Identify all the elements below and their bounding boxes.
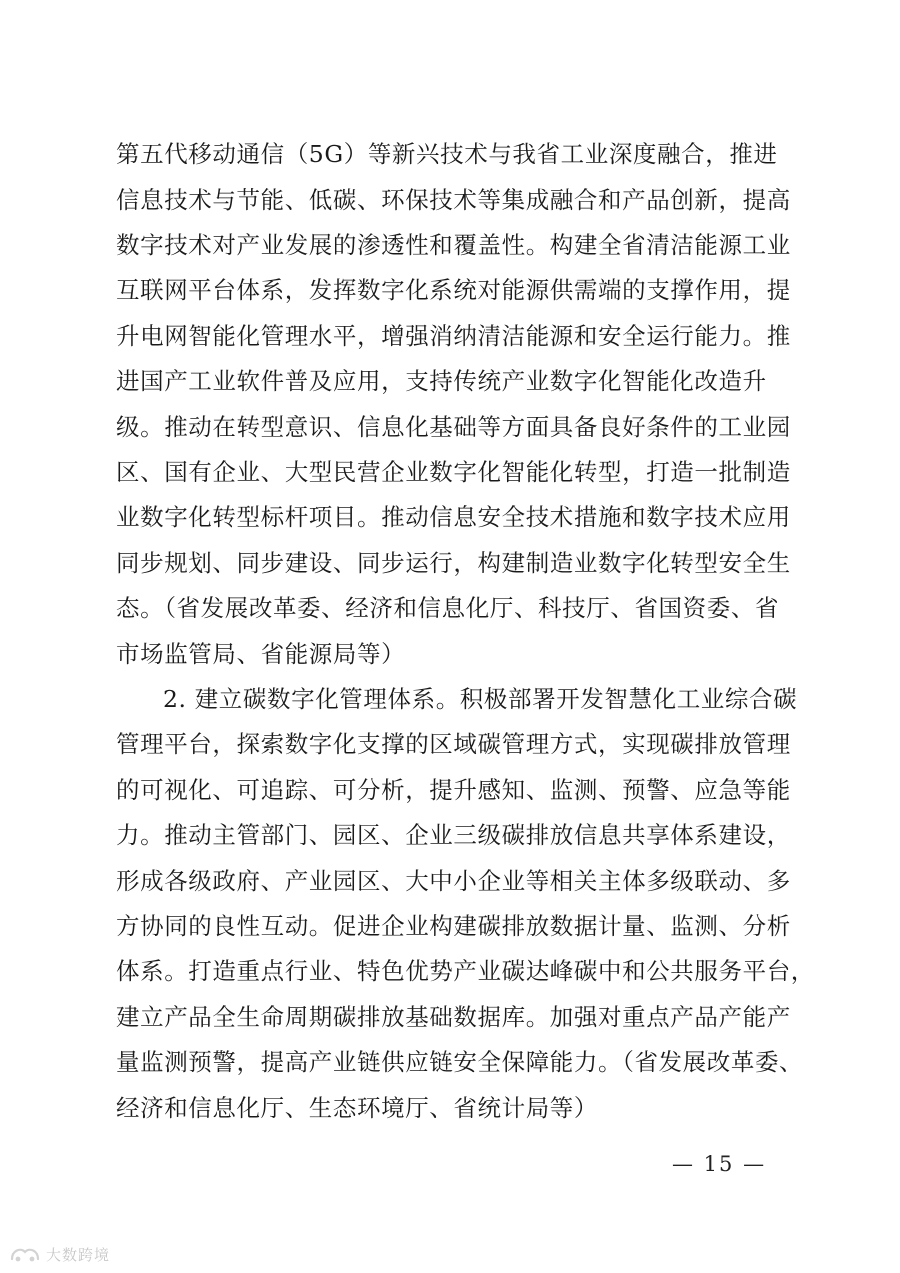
paragraph-line: 数字技术对产业发展的渗透性和覆盖性。构建全省清洁能源工业 <box>116 231 791 259</box>
paragraph-line: 经济和信息化厅、生态环境厅、省统计局等） <box>116 1094 598 1122</box>
paragraph-line: 量监测预警，提高产业链供应链安全保障能力。（省发展改革委、 <box>116 1048 804 1076</box>
page-number: — 15 — <box>672 1152 767 1176</box>
paragraph-line: 的可视化、可追踪、可分析，提升感知、监测、预警、应急等能 <box>116 776 791 804</box>
watermark-text: 大数跨境 <box>46 1245 111 1264</box>
paragraph-line: 方协同的良性互动。促进企业构建碳排放数据计量、监测、分析 <box>116 912 791 940</box>
paragraph-line: 同步规划、同步建设、同步运行，构建制造业数字化转型安全生 <box>116 549 791 577</box>
brand-logo-icon <box>8 1243 42 1265</box>
watermark <box>8 1241 110 1267</box>
paragraph-line: 级。推动在转型意识、信息化基础等方面具备良好条件的工业园 <box>116 413 791 441</box>
paragraph-line: 管理平台，探索数字化支撑的区域碳管理方式，实现碳排放管理 <box>116 730 791 758</box>
paragraph-line: 形成各级政府、产业园区、大中小企业等相关主体多级联动、多 <box>116 867 791 895</box>
paragraph-line: 体系。打造重点行业、特色优势产业碳达峰碳中和公共服务平台， <box>116 957 815 985</box>
paragraph-line: 互联网平台体系，发挥数字化系统对能源供需端的支撑作用，提 <box>116 276 791 304</box>
paragraph-line: 态。（省发展改革委、经济和信息化厅、科技厅、省国资委、省 <box>116 594 780 622</box>
paragraph-line: 市场监管局、省能源局等） <box>116 640 406 668</box>
paragraph-line: 第五代移动通信（5G）等新兴技术与我省工业深度融合，推进 <box>116 140 778 168</box>
paragraph-line: 建立产品全生命周期碳排放基础数据库。加强对重点产品产能产 <box>116 1003 791 1031</box>
paragraph-line: 区、国有企业、大型民营企业数字化智能化转型，打造一批制造 <box>116 458 791 486</box>
paragraph-line: 进国产工业软件普及应用，支持传统产业数字化智能化改造升 <box>116 367 767 395</box>
paragraph-line: 升电网智能化管理水平，增强消纳清洁能源和安全运行能力。推 <box>116 322 791 350</box>
paragraph-line: 力。推动主管部门、园区、企业三级碳排放信息共享体系建设， <box>116 821 791 849</box>
paragraph-line: 业数字化转型标杆项目。推动信息安全技术措施和数字技术应用 <box>116 503 791 531</box>
section-heading-line: 2. 建立碳数字化管理体系。积极部署开发智慧化工业综合碳 <box>163 685 798 713</box>
paragraph-line: 信息技术与节能、低碳、环保技术等集成融合和产品创新，提高 <box>116 186 791 214</box>
